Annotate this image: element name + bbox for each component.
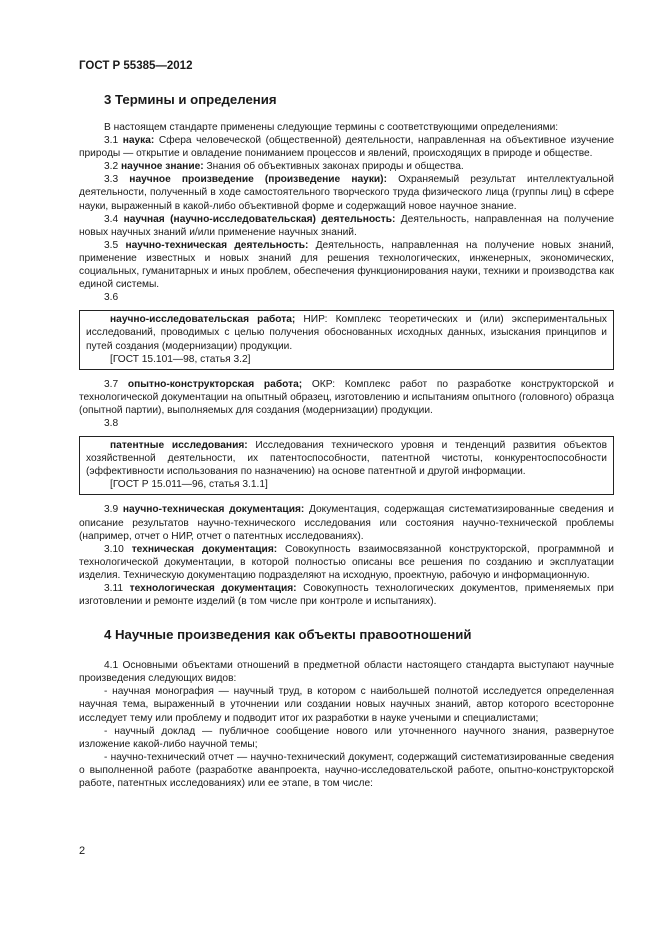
list-item: - научно-технический отчет — научно-технический документ, содержащий систематизированные сведения о выполненной работе (разработке аванпроекта, научно-исследовательской работе, опытно-конструкторской работе, патентных исследованиях) или ее этапе, в том числе: [79,751,614,790]
section-3-title: 3 Термины и определения [104,92,277,107]
quoted-term-box-3-6 [79,310,614,369]
section-3-intro: В настоящем стандарте применены следующие термины с соответствующими определениями: [104,122,559,133]
term-definition: Охраняемый результат интеллектуальной деятельности, полученный в ходе самостоятельного творческого труда физического лица (группы лиц) в сфере науки, выраженный в какой-либо объективной форме и содержащий новое научное знание. [79,174,614,212]
section-4-title: 4 Научные произведения как объекты правоотношений [104,627,472,643]
term-number: 3.11 [104,583,124,594]
page-number: 2 [79,845,86,857]
term-name: техническая документация: [131,543,278,555]
term-name: научная (научно-исследовательская) деятельность: [123,213,396,225]
term-number: 3.7 [104,378,119,390]
term-definition: Исследования технического уровня и тенденций развития объектов хозяйственной деятельности, их патентоспособности, патентной чистоты, конкурентоспособности (эффективности использования по назначению) на основе патентной и другой информации. [86,440,607,478]
term-definition: Совокупность технологических документов, применяемых при изготовлении и ремонте изделий (в том числе при контроле и испытаниях). [79,583,614,608]
term-name: патентные исследования: [110,440,248,452]
quoted-term-box-3-8 [79,436,614,495]
term-number: 3.5 [104,239,119,251]
term-3-6-number: 3.6 [104,292,119,304]
term-number: 3.10 [104,543,124,555]
term-name: научно-техническая деятельность: [125,239,309,251]
term-definition: Деятельность, направленная на получение новых знаний, применение известных и новых знаний для решения технологических, инженерных, экономических, социальных, гуманитарных и иных проблем, обеспечения функционирования науки, техники и производства как единой системы. [79,239,614,291]
term-3-2 [79,160,614,173]
term-number: 3.1 [104,135,119,147]
term-definition: Сфера человеческой (общественной) деятельности, направленная на объективное изучение природы — открытие и овладение пониманием процессов и явлений, происходящих в природе и обществе. [79,135,614,160]
term-name: научное знание: [121,161,204,173]
list-item: - научная монография — научный труд, в котором с наибольшей полнотой исследуется определенная научная тема, выраженный в уточнении или создании новых научных знаний, автор которого всесторонне исследует тему или проблему и подводит итог их разработки в науке учеными и специалистами; [79,686,614,724]
term-definition: Знания об объективных законах природы и общества. [203,161,464,173]
term-definition: Документация, содержащая систематизированные сведения и описание результатов научно-технического исследования или состояния научно-технической проблемы (например, отчет о НИР, отчет о патентных исследованиях). [79,504,614,542]
term-name: опытно-конструкторская работа; [127,378,303,390]
term-name: научно-исследовательская работа; [110,314,296,326]
term-name: научно-техническая документация: [122,504,305,516]
term-3-7 [79,378,614,417]
term-number: 3.2 [104,161,119,173]
term-name: наука: [122,135,155,147]
page-content [79,92,614,790]
term-number: 3.4 [104,213,119,225]
term-3-11 [79,582,614,608]
term-number: 3.3 [104,174,119,186]
term-3-1 [79,134,614,160]
term-name: научное произведение (произведение науки): [129,174,387,186]
paragraph-4-1: 4.1 Основными объектами отношений в предметной области настоящего стандарта выступают научные произведения следующих видов: [79,660,614,685]
section-4-body [79,659,614,790]
term-3-9 [79,503,614,542]
term-3-6-reference: [ГОСТ 15.101—98, статья 3.2] [110,353,251,365]
term-3-5 [79,239,614,291]
standard-code: ГОСТ Р 55385—2012 [79,60,193,72]
list-item: - научный доклад — публичное сообщение нового или уточненного научного знания, развернутое изложение какой-либо научной темы; [79,725,614,750]
term-3-6 [86,313,607,352]
term-3-4 [79,213,614,239]
term-3-8 [86,439,607,478]
term-3-10 [79,543,614,582]
term-definition: ОКР: Комплекс работ по разработке конструкторской и технологической документации на опытный образец, изготовлению и испытаниям опытного (головного) образца (опытной партии), выполняемых для создания (модернизации) продукции. [79,378,614,416]
term-number: 3.9 [104,504,119,516]
term-definition: НИР: Комплекс теоретических и (или) экспериментальных исследований, проводимых с целью получения обоснованных исходных данных, изыскания принципов и путей создания (модернизации) продукции. [86,314,608,352]
term-definition: Совокупность взаимосвязанной конструкторской, программной и технологической документации, в которой полностью описаны все решения по созданию и эксплуатации изделия. Техническую документацию подразделяют на исходную, проектную, рабочую и информационную. [79,543,614,581]
term-3-3 [79,173,614,212]
term-name: технологическая документация: [129,583,297,594]
term-definition: Деятельность, направленная на получение новых научных знаний и/или применение научных знаний. [79,213,614,238]
term-3-8-number: 3.8 [104,417,119,429]
term-3-8-reference: [ГОСТ Р 15.011—96, статья 3.1.1] [110,479,268,491]
